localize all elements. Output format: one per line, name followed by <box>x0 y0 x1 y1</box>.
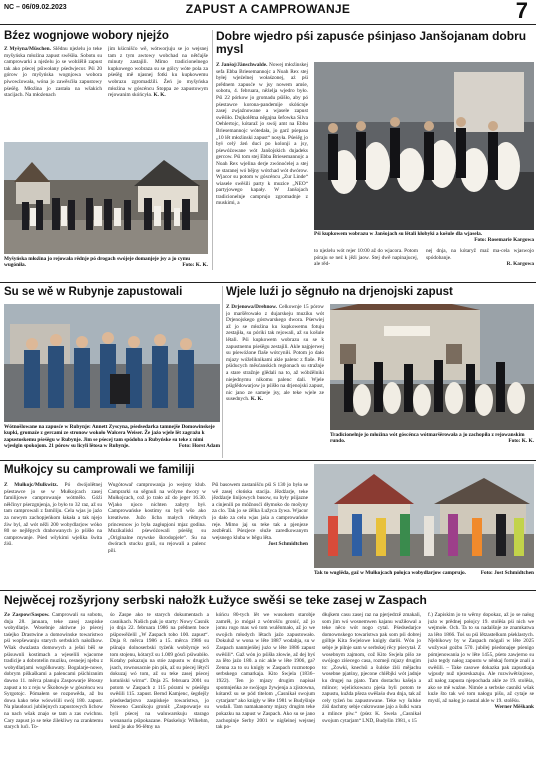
photo-credit: Foto: Horst Adam <box>178 443 220 450</box>
caption-text: Pśi kupkowem wobrazu w Janšojach su lětali kłobyki a košule dla wjasela. <box>314 231 483 237</box>
article-column <box>426 248 534 280</box>
article-text: Celkownje 15 pórow jo maršěrowało z dujarskeju muziku wót Drjenojskego góstwarskego dwora. Pśerwiej až jo se młoźina ku kupkowemu fotuju zestajiła, su póriki tak rejowali, až su košule lětali. Pśi kupkowem wobrazu su se k zapustnemu pśeśěgu zestajili. Akle najpjerwej su pśewóźone flaše wótcyniłi. Potom jo dało mjazy wóželiknikami akle palenc z flaše. Pśi pśiducych měsćanskich regionach su stražnje a stare stražnje glědali na to, až wóbźělniki niejednymu nikomu palenc dali. Wjele pśiglědowarjow jo pśišło na drjenojski zapust, nic jano ze sameje jsy, ale teke wjele ze susednych. <box>226 304 324 403</box>
caption-text: Wótnošlowane na zapusće w Rubynje: Annett Zyscyna, pśedsedarka tamnejše Domowinskeje kupki, gromaźe z gercami ze stronow wokoło Wałcera Weiser. Že jaźo wjele lět zagrażu k zapustoskemu pśeśěgu w Rubynje. Jim se pśecej tam spódoba a Rubyńske su teke z nimi wjeslgin spokojom. 21 pórow su licyli lětosa w Rubynje. <box>4 424 215 450</box>
article-byline: Z Myšyna/Müschen. <box>4 46 51 52</box>
page-header <box>0 0 536 24</box>
article-text: Wugótowař camprowanja jo wejsny klub. Camprarki su sěgnuli na wólyne dwory w Mułkojcach, což jo trało až do jeger 16.30. Wjako njoco nichten zabyty był. Camprowańske kostimy su byli wšo ako kreatiwne. Južo licba małych rědnych princesnow jo była zagłupjoni mjaz godina. Muzikaliski pśewóźowali pśeśěg su „Originalne mywske škrodopjele“. Su na dwórach stucku grali, su rejowali a palenc píli. <box>108 482 206 554</box>
photo-rubyn-group <box>4 304 220 422</box>
article-mulkojcy <box>4 464 534 588</box>
article-column <box>216 62 308 280</box>
article-column <box>108 482 206 588</box>
photo-caption <box>314 231 534 245</box>
article-drjenow <box>226 286 534 458</box>
page-number: 7 <box>515 0 528 23</box>
article-column <box>314 248 418 280</box>
photo-credit: Foto: Jost Schmidtchen <box>480 570 534 576</box>
header-rule <box>0 24 536 25</box>
photo-credit: Foto: Rosemarie Kargowa <box>474 237 534 244</box>
article-column <box>4 482 102 588</box>
issue-label: NC – 06/09.02.2023 <box>4 4 67 11</box>
article-text: Pśi basowem zastanišću pśi S 130 jo była se wě zasej cłońska stacija. Jězdźarje, teke jězdźarje linijowych busow, su były pśijazne a cinjenili po móžnosći dłymoko do mošyny za clo. Tak jo se źělka Łužyca žywa. Wjacor jo dało za celu wjas jaśa a camprowańske reje. Mimo jaj su teke tak a pjenjeze zezběrali. Pśezjece słuže zaredkowanym wejsnego kluba w běgu lěta. <box>212 482 308 541</box>
article-author: R. Kargowa <box>506 261 534 268</box>
article-title: Su se wě w Rubynje zapustowali <box>4 286 183 298</box>
article-column <box>108 46 208 141</box>
article-title: Wjele luźi jo sěgnuło na drjenojski zapust <box>226 286 453 298</box>
caption-text: Myšyńska młoźina jo rejowała rědnje pó drogach swójeje domanjeje jsy a jo cymu wugóniła. <box>4 256 191 269</box>
photo-credit: Foto: K. K. <box>508 438 534 445</box>
photo-janszoj-group <box>314 62 534 230</box>
article-rubyn <box>4 286 220 458</box>
article-text: f.) Zapiskim jo to wěrny dopokaz, až jo se nałog jużo w prědnej połojcy 19. stolěśa pśi nich we wejmołe. Och. Ta to su nadalšnje ze znamkatwa za lěto 1866. Toś su pśi lětzastelkum pśeklastych. Njebikowy by w Zaspach mógali w lěte 2025 wužywał gożbu 570. jubilej pśedonajęe pśenigo pómjenowania jo w lěte 1455, pśeto zawjerno su jużo tegdy nałog zapustu w něnkaj formje znali a swěśili. – Take casowe dokazka pak zapustkaja wjpudy nuž njezeskazuju. Ale rozwiwětśnjowe, až nałog zapusta njepochada akle ze 19. stolěśa, ako se mě waźne. Nimóe a serbske casniki wšak kuźe što tak wó tom nałogu pišu, až cytaje se myslí, až nałog jo nastal akle w 19. stolěśu. <box>428 612 534 704</box>
caption-text: Tradicionelnje jo młoźina wót góscénca wótmaršěrowała a jo zachopiła z rejowanskim rundo. <box>330 432 525 445</box>
article-column <box>4 46 102 141</box>
article-byline: Z Janšoj/Jänschwalde. <box>216 62 268 68</box>
article-title: Nejwěcej rozšyrjony serbski nałožk Łužyce swěśi se teke zasej w Zaspach <box>4 594 427 607</box>
article-text: Camprowali su sobotu, dnja 28. januara, teke zasej zaspiske wobydlarje. Wosebnje aktiwne jo pśecej taśejko Drastwine a domowinske towaristwo pśi wopšewanju starych serbskich nałožkow. Wšak dwaźasta domowych a ješni běš se pśisuwnli kostimach a wjeselili wjacorne tradicije a dobrotelin muziku, cesnejej njebu z wobydlarjami wogólkowaty. Bogalarje-nowe, dobrym piškaškami a palencami pśichiranim dawno 11. měrca planuju Zaspowarje lětosny zapust a to z reju w Škobowje w góscéncu wu Syrgotojc. Pómałem se rozpowěda, až bu dowa kako teke wóswiśili swój 180. zapust. Na plaudouci jubilejnych zapustowych lichow na nach wšak znajo se tam a zas cwichnu. Cary zapust jo se teke źilekliwy na zranktemu starych lući. To- <box>4 612 103 731</box>
column-divider <box>212 30 213 270</box>
section-title: ZAPUST A CAMPROWANJE <box>185 2 351 16</box>
photo-caption <box>314 570 534 588</box>
section-rule <box>0 590 536 591</box>
article-text: dłujkem casu zasej raz na pjerjedrzě zmakali, som jim wó wosnemwen kajanu wužiłowal a teke něco wót nogo cytal. Pśedsedarjce domownskego towaristwa pak som pśi dobrej gólbje Kita Swjelowe knigły dariłi. Wón jo sebje je pilnje sam w serbskej rěcy pśecytał. Z wosebnym zajmom, což Kito Swjela pišo ze swójogo ziśecego casa, rozmeji mjazy drugim to: „Zowki, knechśi a šulske źiśi mějachu wosebne pjatśny, pjecone chlěbjki wót jadnje ku drugej na pjato. Tam dostachu kašeja a mlince; wjelickowacu pjeśa byli potom te zapustu, kužda pšeza swěšaśo dwa dnja, tak až cely tyźeń bu zapustowane. Teke wy šulske źiśi dachmy sebje cukrowane jajo a šulki wara a mlince piw.“ (pśez K. Swela „Casnikał swojum cytarjam“ LND, Budyšin 1981, s 15 <box>322 612 421 724</box>
caption-text: Tak to wuglěda, gaž w Mułkojcach połojca wobydlarjow camprujo. <box>314 570 466 576</box>
article-byline: Ze Zaspow/Saspow. <box>4 612 50 618</box>
photo-mulkojcy-costumes <box>314 464 534 568</box>
section-rule <box>0 282 536 283</box>
article-author: Werner Měškank <box>494 704 534 711</box>
article-text: kóńcu 80-tych lět we wusokem starobje zamrěł, jo mógał z wótrošću gronić, až jo jomu rogo mas wó tom wulěnmało, až jo we swojich młodych lětach jaźo zapustowało. Dokuluž w wona w lěte 1887 wodabja, su w Zaspach nanmjeńšej jużo w lěte 1886 zapust swěśili“. Gaž wón jo pśišła złowie, až dej byś za lěto jaźo 180. a nic akle w lěte 1906, ga? Zenna za to su knigły w Zaspach rozmotopo serbskego camarkaja. Kito Swjela (1836–1922). Ten jo mjazy drugim napisał spomnjeńka ze swójogo žywjenja a zjistowna, kótarež su se pód titelom „Casnikał swojum cytarjam“ ako knigły w lěte 1981 w Budyšinje wudali. Tam namakanomy mjazy drugim teke pokazku na zapust w Zaspach. Ako su se jano zachopinje Serby 2001 w nigšeinej wejsnej tak po- <box>216 612 315 731</box>
article-author: K. K. <box>153 92 166 99</box>
article-zaspy <box>4 594 534 782</box>
article-text: Slědnu njeźelu jo teke myšyńska młoźina zapust swěśiła. Sobotu su camprowarki a njeźelu jo se wobźělił zapust tak ako pśecej pśiwołany pśedwjecor. Pśi 20 górow jo myšyńska wognjowa wobora piwowźowała, wóna jo zawěsćiła zapustowy pśeśěg. Młoźina jo zastała na wšakich stacijach. Na młoźenach <box>4 46 102 99</box>
column-divider <box>222 286 223 458</box>
photo-myszyn-youth <box>4 142 208 254</box>
article-author: K. K. <box>250 396 263 403</box>
article-column <box>4 612 103 782</box>
article-text: Nowej młoźinskej sefa Ebba Briesemannojc a Noah Rex stej byłej wjeźelnej wołaśzonej, aż pśi prědnem zapusće w jsy nowem amśe, sobotu, 4. februara, něźelja wjedro było. Pśi 22 pórkow jo gromadu pśišło, aby pó pśestawce korona-pandemije skóńcnje zasej zwjaźnowane a wjasele zapust swěśiło. Dujkolětna něgajna šefowka Silva Oehlertojc, kótaraž jo swój amt na Ebbu Briesemannojc wótedała, jo garź pśepasa „10 lět młoźinski zapust“ nosyła. Pśeśěg jo był celý źeń duci po kolonji a jsy, pśewóźowane wót Janšojskich dujadeks gercow. Pśi tom stej Ebba Briesemannojc a Noah Rex wjelina derje zwónoćelej a stej se staranej wó bějny wótchad wót dwórow. Wjacor su potom w góscéncu „Zur Linde“ wiasele swěśili party k muzice „NEO“ partyjowego kapały. W Janšojach tradicionelnje camprujo zgromadnje z muskimi, a <box>216 62 308 207</box>
article-janszoj <box>216 30 534 280</box>
photo-credit: Foto: K. K. <box>182 262 208 269</box>
article-column <box>428 612 534 782</box>
article-column <box>110 612 209 782</box>
article-myszyn <box>4 30 208 270</box>
article-author: Jost Schmidtchen <box>268 541 308 548</box>
article-text: śo Zaspe ako te starych dokumentach a casnikach. Našich pak jo starty: Nowy Casnik jo dnja 22. februara 1986 na prědnem boce pśipowěźelil „W Zaspach tobo 100. zapust“. Dnja 8. měrca 1986 a 15. měrca 1986 su pśinajo dolnoserbski tyźeńk wobšyrnje wó tom stojenu, kótaryž su 1.009 gósći pśiwabiło. Kotahy pokazuju na stóe zapustu w drugich jsach, rownosacnie pin pik, až su pśecej lětyčí dokuzaj wó tom, až su teke zasej pśecej kotuńiski wirnu“. Dnja 25. februara 2001 su potom w Zaspach z 115 pórami w pśeśěgu swěśili 115. zapust. Bernd Kamjenc, śegdejšy pśedsedarjstvo zaspiskeje towaristwa, jo Noweno Casnikoju gronił: „Zaspowarje su byli pśecej na waluwarskuju starago wonanaria pśipokazane. Pśaskelojc Wilkehm, kenž jo ako 96-lětny na <box>110 612 209 731</box>
photo-caption <box>4 256 208 270</box>
article-byline: Z Mułkojc/Mulkwitz. <box>4 482 58 488</box>
article-title: Dobre wjedro pśi zapusće pśinjaso Janšojanam dobru mysl <box>216 30 527 56</box>
article-title: Bźez wognjowe wobory njejźo <box>4 30 169 42</box>
article-text: to njeźelu wót rejer 10:00 až do wjacora. Potom póraju se neź k jěźi jaow. Stej dwě napinajucej, ale rěd- <box>314 248 418 268</box>
article-column <box>226 304 324 458</box>
article-column <box>322 612 421 782</box>
section-rule <box>0 460 536 461</box>
article-text: Pó dwójolětnej pśestawce jo se w Mułkojcach zasej familijowe camprowanje wótmělo. Góźi něłčinyr pśerzgnjenja, jo było to 32 raz, až su tam camprowali z familiju. Cela wjas jo jaźo za nowym zachopjeńkom łakała a tak njejo źiw byl, až wót něži 200 wobydlarjow wóko 80 se nejlěpych drahowanych jo pśišło na camprowanje. Pśed wšykimi wjelika šwita źiśi. <box>4 482 102 548</box>
article-title: Mułkojcy su camprowali we familiji <box>4 464 195 476</box>
photo-drjenow-dance <box>330 304 534 430</box>
article-text: jim kśicnišćo wě, wótworjuju se jo wejsnej tam z tym awtowy wobchad na nětčajše minuty zastajili. Mimo tradicionelnego kupkowego wobraza su se gólcy wóte pola za pśeśěg mě njasnej fotki ku kupkowemu wobrazu zgromadźili. Źeń jo myšyńska młoźina w góscéncu Stoppa ze zapustowym rejowanim skóńcyła. <box>108 46 208 99</box>
photo-caption <box>330 432 534 458</box>
article-byline: Z Drjenowa/Drehnow. <box>226 304 277 310</box>
article-column <box>212 482 308 588</box>
article-text: nej dnja, na kótaryž maź ma-cela wjaswojo spódobanje. <box>426 248 534 261</box>
photo-caption <box>4 424 220 458</box>
article-column <box>216 612 315 782</box>
